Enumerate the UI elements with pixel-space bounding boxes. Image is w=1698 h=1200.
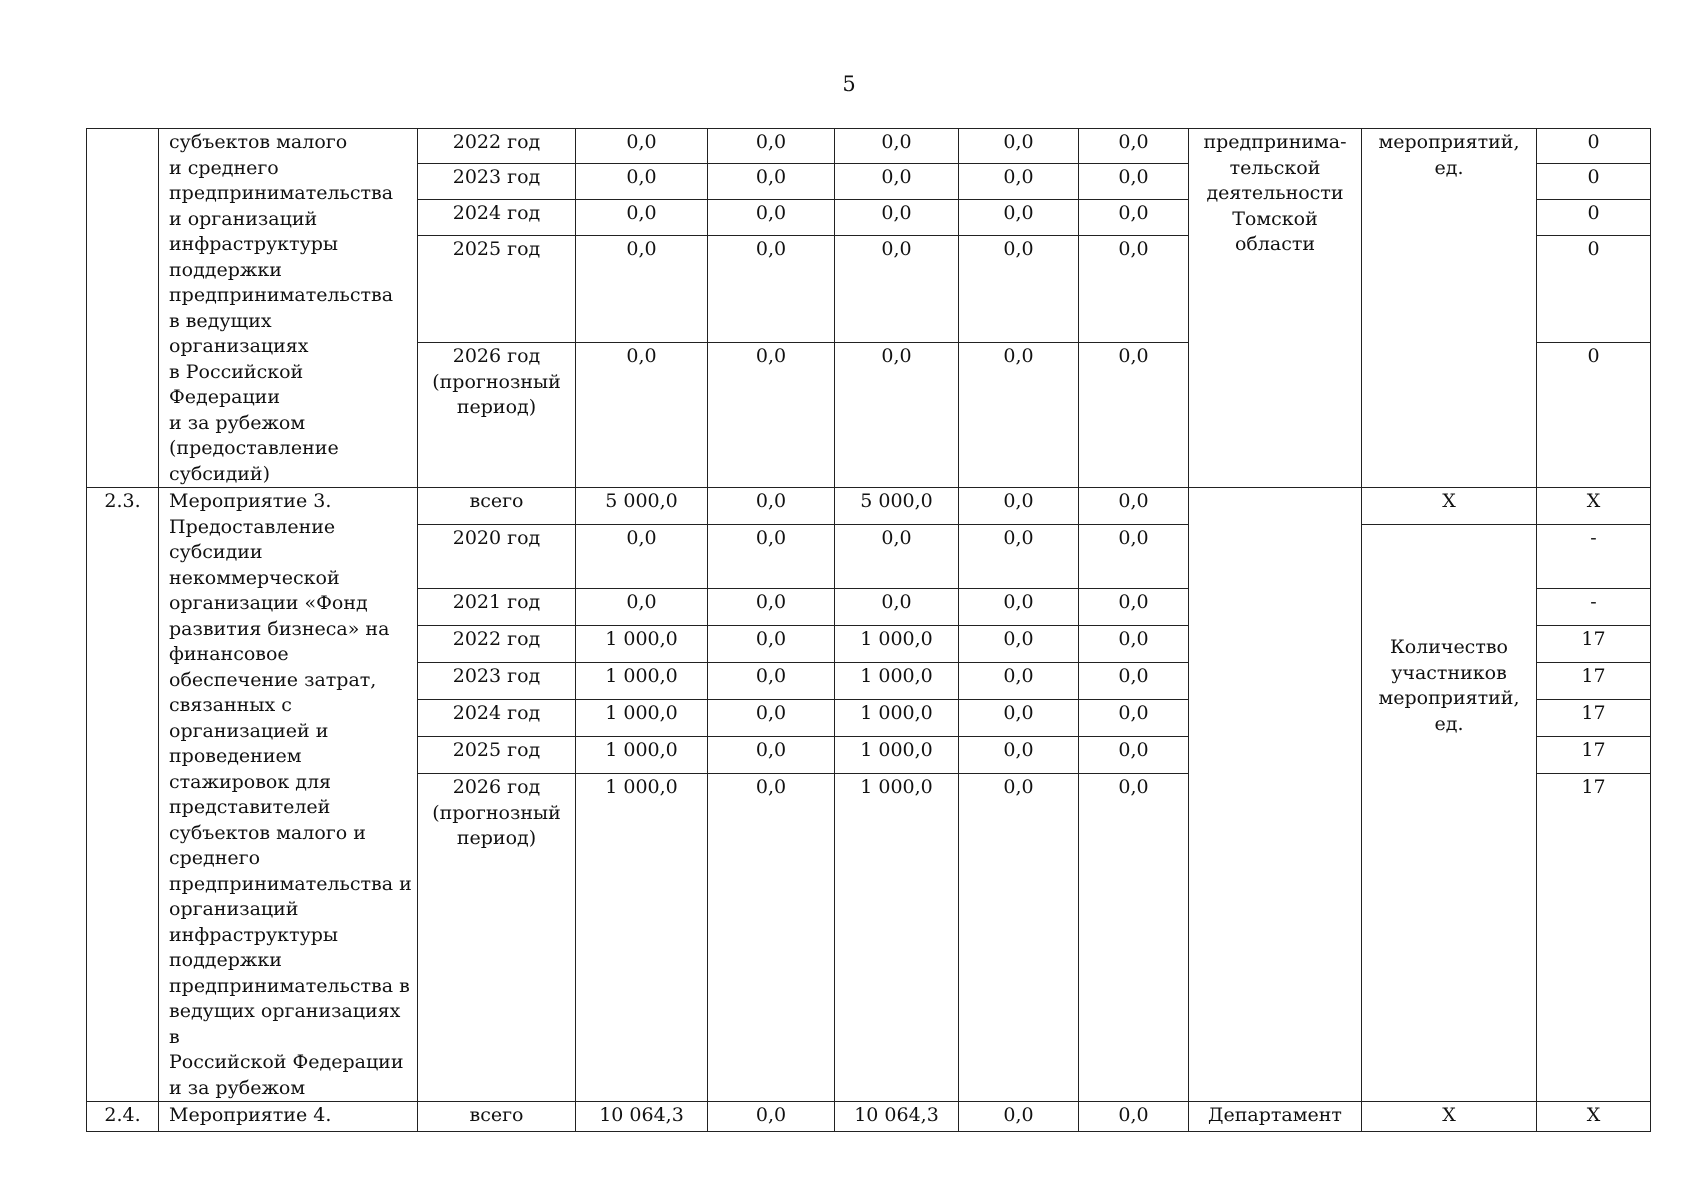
total-cell: 5 000,0	[576, 488, 708, 525]
page-number: 5	[842, 72, 856, 96]
total-cell: 0,0	[576, 525, 708, 589]
period-cell: 2023 год	[418, 163, 576, 199]
indicator-value-cell: 17	[1537, 737, 1651, 774]
regional-cell: 5 000,0	[835, 488, 959, 525]
local-cell: 0,0	[959, 525, 1079, 589]
regional-cell: 1 000,0	[835, 774, 959, 1102]
total-cell: 1 000,0	[576, 737, 708, 774]
federal-cell: 0,0	[708, 700, 835, 737]
indicator-value-cell: Х	[1537, 1102, 1651, 1132]
local-cell: 0,0	[959, 200, 1079, 236]
row-number-cell: 2.4.	[87, 1102, 159, 1132]
extrabudget-cell: 0,0	[1079, 700, 1189, 737]
local-cell: 0,0	[959, 737, 1079, 774]
responsible-cell: предпринима- тельской деятельности Томской области	[1189, 129, 1362, 488]
extrabudget-cell: 0,0	[1079, 663, 1189, 700]
indicator-value-cell: -	[1537, 525, 1651, 589]
indicator-cell: мероприятий, ед.	[1362, 129, 1537, 488]
extrabudget-cell: 0,0	[1079, 488, 1189, 525]
federal-cell: 0,0	[708, 774, 835, 1102]
period-cell: всего	[418, 1102, 576, 1132]
regional-cell: 0,0	[835, 163, 959, 199]
total-cell: 10 064,3	[576, 1102, 708, 1132]
period-cell: 2025 год	[418, 236, 576, 343]
activity-description: субъектов малого и среднего предпринимательства и организаций инфраструктуры поддержки предпринимательства в ведущих организациях в Российской Федерации и за рубежом (предоставление субсидий)	[159, 129, 418, 488]
program-activities-table	[86, 128, 1651, 1132]
local-cell: 0,0	[959, 626, 1079, 663]
extrabudget-cell: 0,0	[1079, 129, 1189, 164]
indicator-cell: Х	[1362, 1102, 1537, 1132]
indicator-value-cell: Х	[1537, 488, 1651, 525]
regional-cell: 0,0	[835, 589, 959, 626]
responsible-cell: Департамент	[1189, 1102, 1362, 1132]
period-cell: всего	[418, 488, 576, 525]
total-cell: 1 000,0	[576, 626, 708, 663]
federal-cell: 0,0	[708, 525, 835, 589]
period-cell: 2022 год	[418, 129, 576, 164]
local-cell: 0,0	[959, 163, 1079, 199]
period-cell: 2020 год	[418, 525, 576, 589]
total-cell: 1 000,0	[576, 663, 708, 700]
indicator-value-cell: 17	[1537, 663, 1651, 700]
local-cell: 0,0	[959, 589, 1079, 626]
indicator-value-cell: 0	[1537, 343, 1651, 488]
indicator-value-cell: -	[1537, 589, 1651, 626]
regional-cell: 10 064,3	[835, 1102, 959, 1132]
extrabudget-cell: 0,0	[1079, 163, 1189, 199]
extrabudget-cell: 0,0	[1079, 774, 1189, 1102]
local-cell: 0,0	[959, 129, 1079, 164]
extrabudget-cell: 0,0	[1079, 343, 1189, 488]
period-cell: 2021 год	[418, 589, 576, 626]
indicator-value-cell: 17	[1537, 700, 1651, 737]
regional-cell: 1 000,0	[835, 700, 959, 737]
period-cell: 2022 год	[418, 626, 576, 663]
period-cell: 2024 год	[418, 700, 576, 737]
period-cell: 2026 год (прогнозный период)	[418, 343, 576, 488]
federal-cell: 0,0	[708, 200, 835, 236]
indicator-value-cell: 17	[1537, 626, 1651, 663]
total-cell: 0,0	[576, 236, 708, 343]
local-cell: 0,0	[959, 488, 1079, 525]
federal-cell: 0,0	[708, 488, 835, 525]
local-cell: 0,0	[959, 1102, 1079, 1132]
federal-cell: 0,0	[708, 737, 835, 774]
indicator-value-cell: 0	[1537, 129, 1651, 164]
federal-cell: 0,0	[708, 663, 835, 700]
federal-cell: 0,0	[708, 589, 835, 626]
indicator-value-cell: 0	[1537, 236, 1651, 343]
local-cell: 0,0	[959, 236, 1079, 343]
row-number-cell	[87, 129, 159, 488]
local-cell: 0,0	[959, 700, 1079, 737]
extrabudget-cell: 0,0	[1079, 236, 1189, 343]
row-number-cell: 2.3.	[87, 488, 159, 1102]
period-cell: 2023 год	[418, 663, 576, 700]
indicator-value-cell: 0	[1537, 200, 1651, 236]
table-row	[87, 129, 1651, 164]
extrabudget-cell: 0,0	[1079, 737, 1189, 774]
regional-cell: 1 000,0	[835, 663, 959, 700]
table-row	[87, 488, 1651, 525]
total-cell: 0,0	[576, 163, 708, 199]
federal-cell: 0,0	[708, 129, 835, 164]
indicator-value-cell: 0	[1537, 163, 1651, 199]
regional-cell: 1 000,0	[835, 737, 959, 774]
extrabudget-cell: 0,0	[1079, 589, 1189, 626]
extrabudget-cell: 0,0	[1079, 200, 1189, 236]
federal-cell: 0,0	[708, 1102, 835, 1132]
local-cell: 0,0	[959, 663, 1079, 700]
table-row	[87, 1102, 1651, 1132]
period-cell: 2024 год	[418, 200, 576, 236]
federal-cell: 0,0	[708, 343, 835, 488]
indicator-cell: Х	[1362, 488, 1537, 525]
federal-cell: 0,0	[708, 236, 835, 343]
total-cell: 0,0	[576, 129, 708, 164]
total-cell: 1 000,0	[576, 774, 708, 1102]
total-cell: 0,0	[576, 589, 708, 626]
activity-description: Мероприятие 3. Предоставление субсидии некоммерческой организации «Фонд развития бизнеса» на финансовое обеспечение затрат, связанных с организацией и проведением стажировок для представителей субъектов малого и среднего предпринимательства и организаций инфраструктуры поддержки предпринимательства в ведущих организациях в Российской Федерации и за рубежом	[159, 488, 418, 1102]
extrabudget-cell: 0,0	[1079, 525, 1189, 589]
responsible-cell	[1189, 488, 1362, 1102]
local-cell: 0,0	[959, 774, 1079, 1102]
total-cell: 0,0	[576, 343, 708, 488]
regional-cell: 0,0	[835, 200, 959, 236]
regional-cell: 0,0	[835, 236, 959, 343]
regional-cell: 0,0	[835, 525, 959, 589]
period-cell: 2026 год (прогнозный период)	[418, 774, 576, 1102]
indicator-cell: Количество участников мероприятий, ед.	[1362, 525, 1537, 1102]
total-cell: 1 000,0	[576, 700, 708, 737]
regional-cell: 0,0	[835, 343, 959, 488]
period-cell: 2025 год	[418, 737, 576, 774]
federal-cell: 0,0	[708, 163, 835, 199]
extrabudget-cell: 0,0	[1079, 626, 1189, 663]
regional-cell: 0,0	[835, 129, 959, 164]
local-cell: 0,0	[959, 343, 1079, 488]
indicator-value-cell: 17	[1537, 774, 1651, 1102]
federal-cell: 0,0	[708, 626, 835, 663]
regional-cell: 1 000,0	[835, 626, 959, 663]
extrabudget-cell: 0,0	[1079, 1102, 1189, 1132]
activity-description: Мероприятие 4.	[159, 1102, 418, 1132]
total-cell: 0,0	[576, 200, 708, 236]
